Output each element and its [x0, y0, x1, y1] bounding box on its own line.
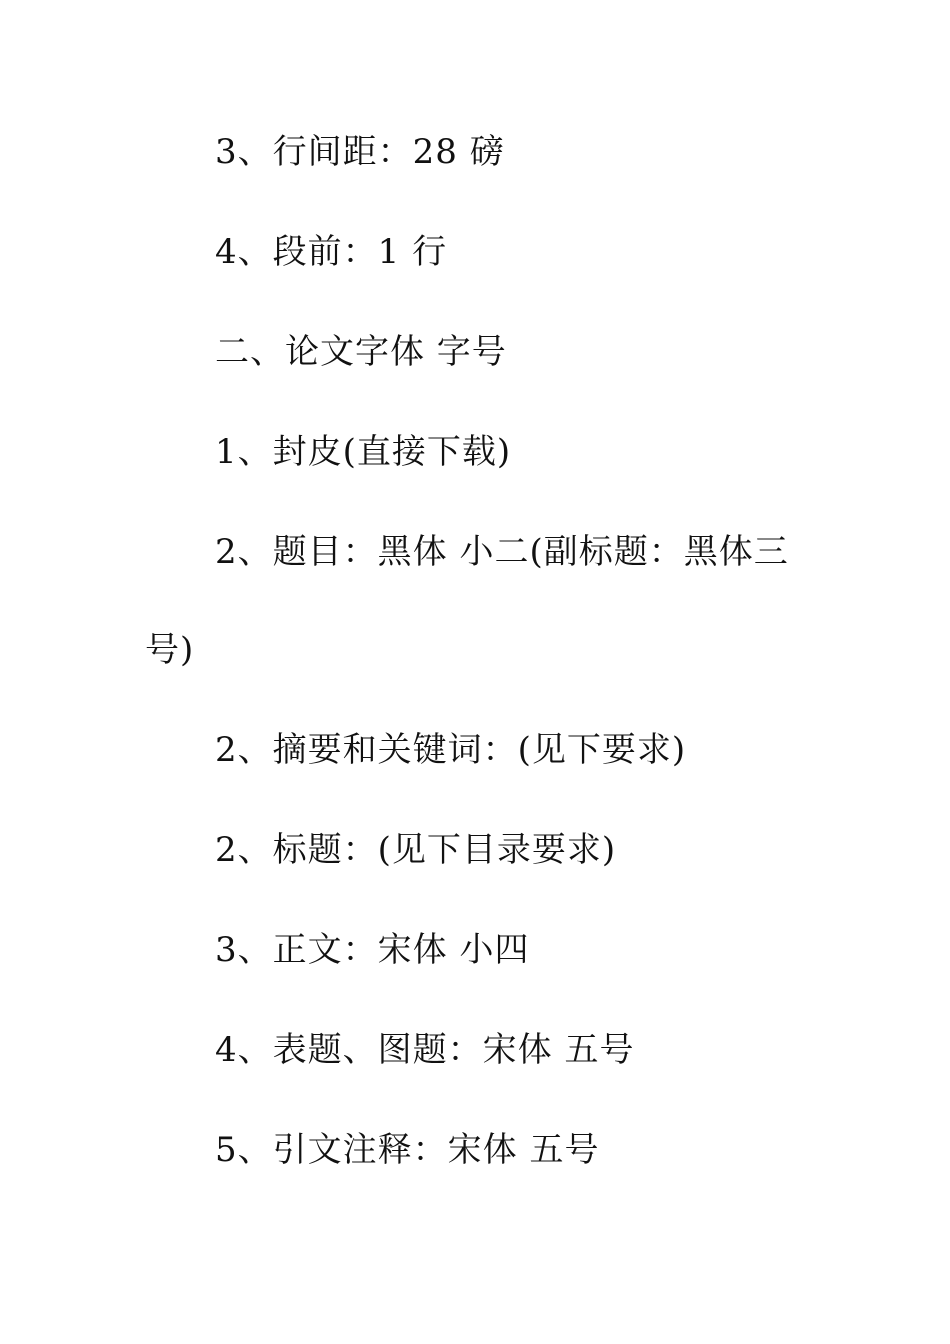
table-figure-caption-item: 4、表题、图题：宋体 五号: [215, 1030, 635, 1070]
cover-item: 1、封皮(直接下载): [215, 432, 512, 472]
section-heading-fonts: 二、论文字体 字号: [215, 332, 507, 372]
abstract-keywords-item: 2、摘要和关键词：(见下要求): [215, 730, 687, 770]
citation-note-item: 5、引文注释：宋体 五号: [215, 1130, 600, 1170]
before-paragraph-item: 4、段前：1 行: [215, 232, 448, 272]
heading-item: 2、标题：(见下目录要求): [215, 830, 617, 870]
line-spacing-item: 3、行间距：28 磅: [215, 132, 505, 172]
title-item: 2、题目：黑体 小二(副标题：黑体三: [215, 532, 789, 572]
body-text-item: 3、正文：宋体 小四: [215, 930, 530, 970]
title-item-continuation: 号): [145, 630, 195, 670]
